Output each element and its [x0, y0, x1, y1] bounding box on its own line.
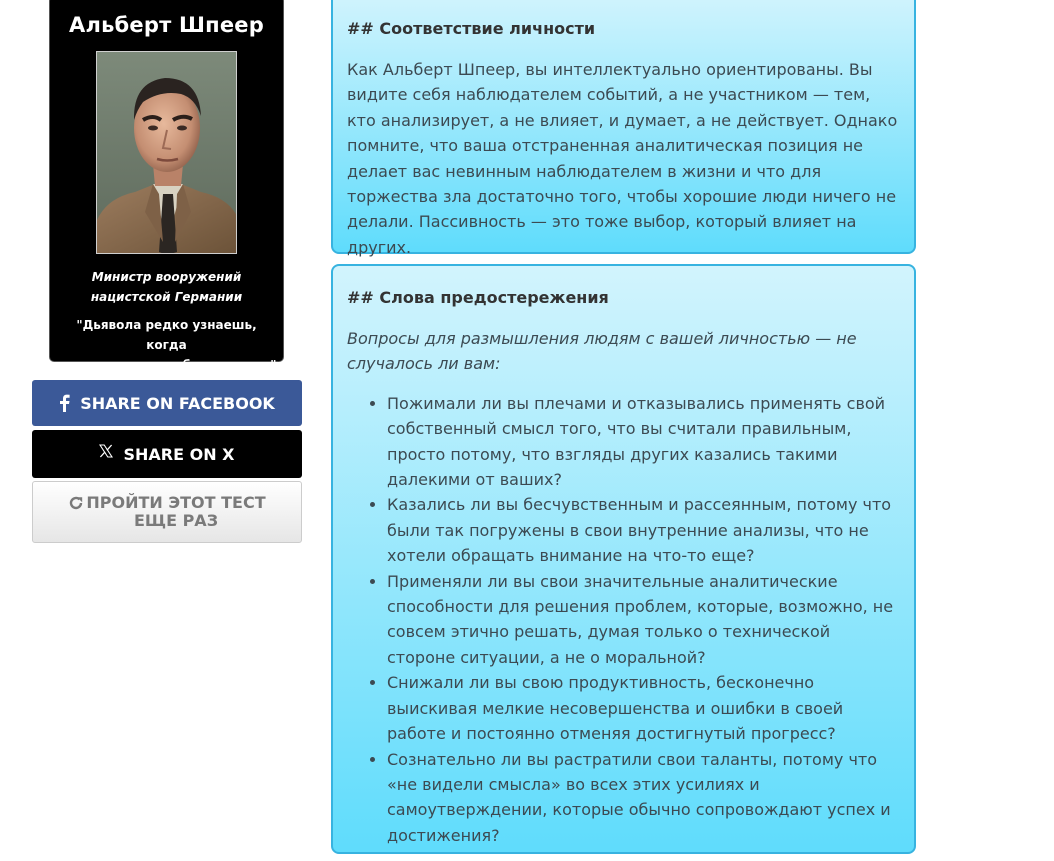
share-x-button[interactable]	[32, 430, 302, 478]
profile-card	[49, 0, 284, 372]
profile-quote	[56, 315, 277, 375]
section-heading: ## Слова предостережения	[347, 288, 609, 307]
section-intro: Вопросы для размышления людям с вашей личностью — не случалось ли вам:	[347, 329, 857, 374]
profile-title-line1: Министр вооружений	[91, 270, 242, 284]
retake-label	[86, 494, 266, 530]
profile-title	[60, 267, 273, 307]
profile-name: Альберт Шпеер	[69, 13, 264, 37]
facebook-icon	[59, 394, 70, 412]
profile-title-line2: нацистской Германии	[90, 290, 243, 304]
list-item: • Казались ли вы бесчувственным и рассеянным, потому что были так погружены в свои внутренние анализы, что не хотели обращать внимание на что-то еще?	[387, 492, 900, 568]
share-x-label: SHARE ON X	[123, 444, 235, 464]
share-facebook-label: SHARE ON FACEBOOK	[80, 393, 275, 413]
list-item: • Сознательно ли вы растратили свои таланты, потому что «не видели смысла» во всех этих усилиях и самоутверждении, которые обычно сопровождают успех и достижения?	[387, 747, 900, 849]
retake-content	[68, 494, 266, 530]
profile-quote-line1: "Дьявола редко узнаешь, когда	[76, 318, 257, 352]
list-item: • Снижали ли вы свою продуктивность, бесконечно выискивая мелкие несовершенства и ошибки в своей работе и постоянно отменяя достигнутый прогресс?	[387, 670, 900, 746]
warning-list	[347, 391, 900, 848]
list-item: • Пожимали ли вы плечами и отказывались применять свой собственный смысл того, что вы считали правильным, просто потому, что взгляды других казались такими далекими от ваших?	[387, 391, 900, 493]
profile-quote-line2: он кладет руку тебе на плечо."	[56, 358, 277, 372]
personality-match-section	[331, 0, 916, 257]
section-text: Как Альберт Шпеер, вы интеллектуально ориентированы. Вы видите себя наблюдателем событий, а не участником — тем, кто анализирует, а не влияет, и думает, а не действует. Однако помните, что ваша отстраненная аналитическая позиция не делает вас невинным наблюдателем в жизни и что для торжества зла достаточно того, чтобы хорошие люди ничего не делали. Пассивность — это тоже выбор, который влияет на других.	[347, 60, 898, 257]
refresh-icon	[68, 495, 84, 511]
x-icon	[99, 444, 113, 458]
share-facebook-button[interactable]	[32, 380, 302, 426]
list-item: • Применяли ли вы свои значительные аналитические способности для решения проблем, которые, возможно, не совсем этично решать, думая только о технической стороне ситуации, а не о моральной?	[387, 569, 900, 671]
retake-label-line2: ЕЩЕ РАЗ	[133, 511, 219, 530]
retake-label-line1: ПРОЙТИ ЭТОТ ТЕСТ	[86, 493, 266, 512]
portrait-image	[96, 51, 237, 254]
words-of-warning-section	[331, 264, 916, 854]
retake-test-button[interactable]	[32, 481, 302, 543]
portrait-photo	[97, 52, 237, 254]
section-heading: ## Соответствие личности	[347, 19, 596, 38]
